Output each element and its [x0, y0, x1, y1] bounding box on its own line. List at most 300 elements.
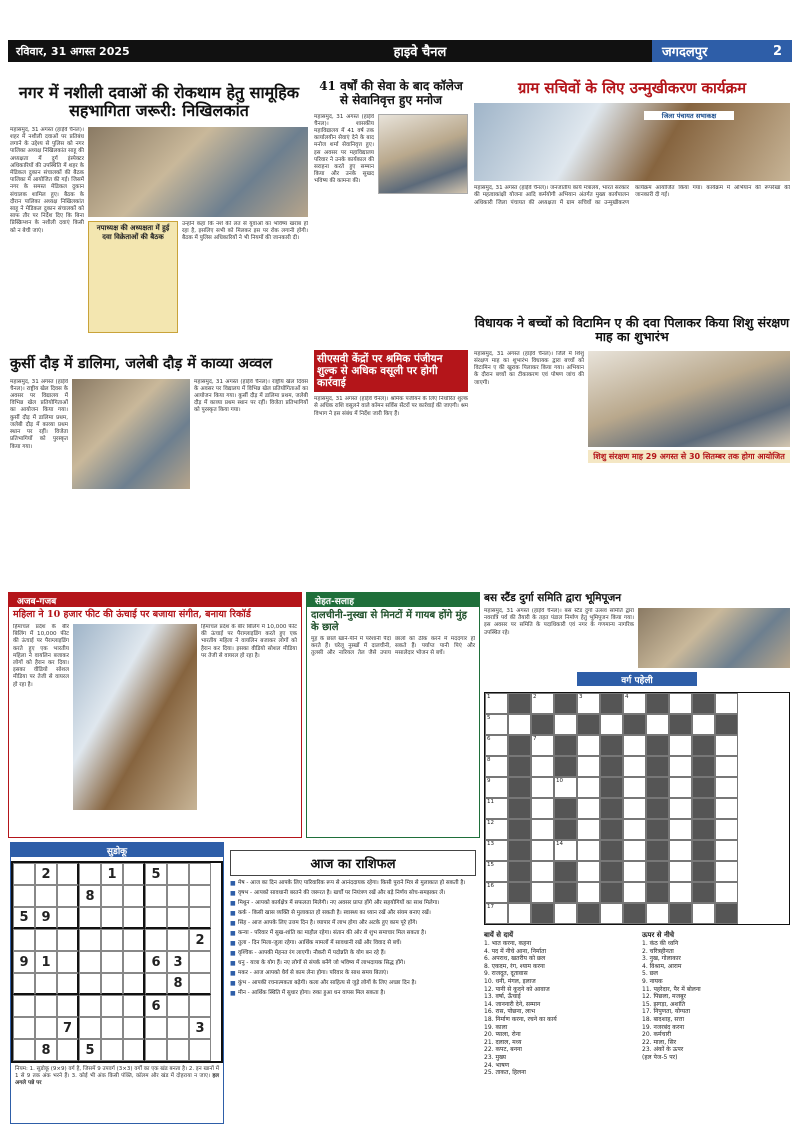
- sudoku-cell[interactable]: [101, 995, 123, 1017]
- clue-item: 19. काला: [484, 1023, 508, 1031]
- horoscope-text: मीन - आर्थिक स्थिति में सुधार होगा। रुका हुआ धन वापस मिल सकता है।: [238, 989, 386, 996]
- crossword-cell[interactable]: [577, 777, 600, 798]
- story-drug-control: [10, 84, 308, 345]
- crossword-block: [646, 861, 669, 882]
- clue-number: 4: [625, 694, 629, 700]
- crossword-block: [600, 861, 623, 882]
- crossword-cell[interactable]: [623, 840, 646, 861]
- clue-item: 3. नुख, गोलाकार: [642, 955, 681, 963]
- article-body-cont: हिमाचल प्रदेश के बीर बिलिंग में 10,000 फीट की ऊंचाई पर पैराग्लाइडिंग करते हुए एक भारतीय महिला ने वायलिन बजाकर लोगों को हैरान कर दिया। इसका वीडियो सोशल मीडिया पर तेजी से वायरल हो रहा है।: [201, 623, 297, 659]
- crossword-cell[interactable]: [623, 693, 646, 714]
- crossword-cell[interactable]: [715, 861, 738, 882]
- sudoku-cell[interactable]: [79, 1017, 101, 1039]
- crossword-cell[interactable]: [669, 735, 692, 756]
- clue-item: 6. अपराध, खतरीय को छल: [484, 955, 546, 963]
- crossword-cell[interactable]: [577, 693, 600, 714]
- crossword-block: [715, 903, 738, 924]
- horoscope-item: [230, 990, 476, 997]
- crossword-block: [508, 798, 531, 819]
- sudoku-cell[interactable]: [79, 929, 101, 951]
- crossword-cell[interactable]: [577, 819, 600, 840]
- crossword-cell[interactable]: [554, 714, 577, 735]
- sudoku-cell[interactable]: 5: [13, 907, 35, 929]
- crossword-cell[interactable]: [485, 714, 508, 735]
- program-photo: [474, 103, 790, 181]
- crossword-cell[interactable]: [531, 840, 554, 861]
- sudoku-cell[interactable]: [79, 951, 101, 973]
- ajab-gajab-section: [8, 592, 302, 838]
- crossword-block: [623, 714, 646, 735]
- sudoku-cell[interactable]: 1: [35, 951, 57, 973]
- sudoku-cell[interactable]: [57, 995, 79, 1017]
- crossword-cell[interactable]: [577, 735, 600, 756]
- sudoku-cell[interactable]: [123, 995, 145, 1017]
- clue-item: 16. रास, पोछना, लाभ: [484, 1008, 536, 1016]
- sudoku-cell[interactable]: [123, 863, 145, 885]
- brand-name: हाइवे चैनल: [393, 45, 447, 60]
- sudoku-cell[interactable]: [13, 929, 35, 951]
- sudoku-cell[interactable]: [167, 1039, 189, 1061]
- sudoku-cell[interactable]: [189, 863, 211, 885]
- horoscope-item: [230, 930, 476, 937]
- article-body: मुंह के छाले खाने-पीने में परेशानी पैदा करते हैं। घरेलू नुस्खों में दालचीनी, तुलसी और नारियल तेल जैसे उपाय छालों को ठीक करने में मददगार हो सकते हैं। पर्याप्त पानी पिएं और मसालेदार भोजन से बचें।: [311, 636, 475, 657]
- crossword-cell[interactable]: [623, 756, 646, 777]
- sudoku-cell[interactable]: [57, 951, 79, 973]
- horoscope-text: मकर - आज आपको धैर्य से काम लेना होगा। परिवार के साथ समय बिताएं।: [238, 969, 389, 976]
- crossword-cell[interactable]: [531, 861, 554, 882]
- clue-number: 8: [487, 757, 491, 763]
- article-body: महासमुंद, 31 अगस्त (हाईवे चैनल)। शासकीय महाविद्यालय में 41 वर्ष तक कार्यालयीन सेवाएं देने के बाद मनोज शर्मा सेवानिवृत्त हुए। इस अवसर पर महाविद्यालय परिवार ने उनके कार्यकाल की सराहना करते हुए सम्मान किया और उनके सुखद भविष्य की कामना की।: [314, 113, 374, 185]
- article-body: महासमुंद, 31 अगस्त (हाईवे चैनल)। जिले में शिशु संरक्षण माह का शुभारंभ विधायक द्वारा बच्चों को विटामिन ए की खुराक पिलाकर किया गया। अभियान के दौरान बच्चों का टीकाकरण एवं पोषण जांच की जाएगी।: [474, 350, 584, 386]
- sudoku-cell[interactable]: 8: [167, 973, 189, 995]
- crossword-cell[interactable]: [531, 798, 554, 819]
- crossword-block: [600, 798, 623, 819]
- horoscope-item: [230, 950, 476, 957]
- sudoku-cell[interactable]: [145, 1039, 167, 1061]
- crossword-cell[interactable]: [669, 693, 692, 714]
- crossword-cell[interactable]: [531, 693, 554, 714]
- issue-date: रविवार, 31 अगस्त 2025: [16, 44, 130, 58]
- clue-item: 23. मुख्य: [484, 1053, 507, 1061]
- sudoku-cell[interactable]: [145, 973, 167, 995]
- sudoku-cell[interactable]: [101, 1039, 123, 1061]
- masthead: [8, 40, 792, 62]
- crossword-cell[interactable]: [485, 735, 508, 756]
- sudoku-cell[interactable]: 3: [189, 1017, 211, 1039]
- clue-item: 21. दलाल, मध्य: [484, 1038, 522, 1046]
- crossword-cell[interactable]: [692, 714, 715, 735]
- sudoku-cell[interactable]: [13, 863, 35, 885]
- horoscope-item: [230, 910, 476, 917]
- crossword-cell[interactable]: [646, 714, 669, 735]
- sudoku-cell[interactable]: [57, 863, 79, 885]
- clue-item: 22. माला, सिर: [642, 1038, 677, 1046]
- sudoku-cell[interactable]: 2: [35, 863, 57, 885]
- sudoku-rules: [11, 1063, 223, 1090]
- crossword-cell[interactable]: [623, 861, 646, 882]
- across-title: बायें से दायें: [484, 931, 514, 939]
- story-secretary-program: [474, 80, 790, 305]
- crossword-cell[interactable]: [600, 903, 623, 924]
- clue-number: 2: [533, 694, 537, 700]
- clue-number: 10: [556, 778, 563, 784]
- sudoku-cell[interactable]: 8: [35, 1039, 57, 1061]
- sudoku-grid[interactable]: [11, 861, 223, 1063]
- horoscope-list: [230, 880, 476, 997]
- crossword-block: [600, 882, 623, 903]
- crossword-cell[interactable]: [692, 903, 715, 924]
- clue-item: 15. झगड़ा, अशांति: [642, 1000, 686, 1008]
- crossword-block: [508, 693, 531, 714]
- crossword-cell[interactable]: [669, 861, 692, 882]
- section-label: सेहत-सलाह: [307, 593, 479, 607]
- crossword-cell[interactable]: [669, 840, 692, 861]
- crossword-cell[interactable]: [623, 777, 646, 798]
- crossword-block: [646, 735, 669, 756]
- sudoku-cell[interactable]: 3: [167, 951, 189, 973]
- crossword-cell[interactable]: [485, 693, 508, 714]
- horoscope-text: कुंभ - आपकी रचनात्मकता बढ़ेगी। कला और साहित्य से जुड़े लोगों के लिए अच्छा दिन है।: [238, 979, 417, 986]
- clue-item: 20. कर्मचारी: [642, 1031, 672, 1039]
- sudoku-cell[interactable]: [13, 1039, 35, 1061]
- crossword-cell[interactable]: [715, 882, 738, 903]
- clue-item: 13. वर्षा, ऊँचाई: [484, 993, 521, 1001]
- bullet-icon: ■: [230, 919, 236, 927]
- clue-item: (हल पेज-5 पर): [642, 1053, 678, 1061]
- crossword-cell[interactable]: [600, 714, 623, 735]
- headline: ग्राम सचिवों के लिए उन्मुखीकरण कार्यक्रम: [517, 79, 747, 97]
- crossword-cell[interactable]: [646, 903, 669, 924]
- sudoku-cell[interactable]: [123, 951, 145, 973]
- crossword-grid[interactable]: [484, 692, 790, 925]
- clue-item: 25. ताकत, हिलना: [484, 1069, 526, 1077]
- crossword-block: [646, 777, 669, 798]
- crossword-cell[interactable]: [485, 861, 508, 882]
- horoscope-item: [230, 970, 476, 977]
- crossword-block: [646, 798, 669, 819]
- headline: 41 वर्षों की सेवा के बाद कॉलेज से सेवानिवृत्त हुए मनोज: [319, 79, 463, 107]
- sudoku-cell[interactable]: 2: [189, 929, 211, 951]
- crossword-block: [508, 882, 531, 903]
- crossword-block: [554, 882, 577, 903]
- crossword-block: [692, 840, 715, 861]
- crossword-cell[interactable]: [531, 756, 554, 777]
- crossword-cell[interactable]: [715, 735, 738, 756]
- health-tips-section: [306, 592, 480, 838]
- crossword-cell[interactable]: [485, 798, 508, 819]
- paragliding-photo: [73, 624, 197, 810]
- crossword-cell[interactable]: [715, 756, 738, 777]
- sudoku-cell[interactable]: [167, 863, 189, 885]
- crossword-cell[interactable]: [623, 882, 646, 903]
- sudoku-cell[interactable]: [145, 885, 167, 907]
- horoscope-text: वृश्चिक - आपकी मेहनत रंग लाएगी। नौकरी में पदोन्नति के योग बन रहे हैं।: [238, 949, 386, 956]
- crossword-block: [646, 693, 669, 714]
- sudoku-cell[interactable]: [123, 1017, 145, 1039]
- crossword-cell[interactable]: [531, 819, 554, 840]
- crossword-cell[interactable]: [577, 798, 600, 819]
- section-label: अजब-गजब: [9, 593, 301, 607]
- crossword-block: [600, 777, 623, 798]
- sudoku-cell[interactable]: [189, 1039, 211, 1061]
- crossword-cell[interactable]: [531, 882, 554, 903]
- crossword-cell[interactable]: [577, 882, 600, 903]
- sudoku-cell[interactable]: 8: [79, 885, 101, 907]
- crossword-cell[interactable]: [508, 903, 531, 924]
- headline: दालचीनी-नुस्खा से मिनटों में गायब होंगे मुंह के छाले: [311, 610, 467, 633]
- horoscope-text: तुला - दिन मिला-जुला रहेगा। आर्थिक मामलों में सावधानी रखें और विवाद से बचें।: [238, 939, 402, 946]
- crossword-cell[interactable]: [715, 840, 738, 861]
- clue-number: 15: [487, 862, 494, 868]
- crossword-cell[interactable]: [715, 693, 738, 714]
- headline-box: [314, 350, 468, 392]
- article-body: हिमाचल प्रदेश के बीर बिलिंग में 10,000 फीट की ऊंचाई पर पैराग्लाइडिंग करते हुए एक भारतीय महिला ने वायलिन बजाकर लोगों को हैरान कर दिया। इसका वीडियो सोशल मीडिया पर तेजी से वायरल हो रहा है।: [13, 623, 69, 688]
- sudoku-cell[interactable]: [79, 995, 101, 1017]
- headline: महिला ने 10 हजार फीट की ऊंचाई पर बजाया संगीत, बनाया रिकॉर्ड: [13, 609, 251, 620]
- crossword-cell[interactable]: [531, 777, 554, 798]
- section-label: वर्ग पहेली: [577, 672, 697, 686]
- sudoku-cell[interactable]: [145, 1017, 167, 1039]
- crossword-cell[interactable]: [669, 819, 692, 840]
- edition-city-box: [652, 40, 792, 62]
- crossword-cell[interactable]: [554, 903, 577, 924]
- clue-item: 11. पहरेदार, पैर में बोलना: [642, 985, 701, 993]
- sudoku-cell[interactable]: 5: [79, 1039, 101, 1061]
- crossword-cell[interactable]: [485, 819, 508, 840]
- sudoku-cell[interactable]: [167, 929, 189, 951]
- sudoku-cell[interactable]: [35, 885, 57, 907]
- headline: बस स्टैंड दुर्गा समिति द्वारा भूमिपूजन: [484, 592, 622, 604]
- sudoku-cell[interactable]: [123, 907, 145, 929]
- down-title: ऊपर से नीचे: [642, 931, 675, 939]
- sudoku-cell[interactable]: [13, 885, 35, 907]
- crossword-block: [600, 840, 623, 861]
- sudoku-cell[interactable]: [57, 885, 79, 907]
- clue-item: 4. विश्राम, आराम: [642, 962, 682, 970]
- crossword-block: [508, 756, 531, 777]
- sudoku-cell[interactable]: [35, 929, 57, 951]
- sudoku-cell[interactable]: [145, 929, 167, 951]
- horoscope-item: [230, 900, 476, 907]
- crossword-block: [508, 819, 531, 840]
- sudoku-cell[interactable]: [189, 995, 211, 1017]
- answer-note: हल अगले पन्ने पर: [15, 1073, 220, 1086]
- crossword-cell[interactable]: [669, 882, 692, 903]
- crossword-block: [508, 840, 531, 861]
- edition-city: जगदलपुर: [662, 45, 708, 60]
- article-body-cont: महासमुंद, 31 अगस्त (हाईवे चैनल)। राष्ट्रीय खेल दिवस के अवसर पर विद्यालय में विभिन्न खेल प्रतियोगिताओं का आयोजन किया गया। कुर्सी दौड़ में डालिमा प्रथम, जलेबी दौड़ में काव्या प्रथम स्थान पर रहीं। विजेता प्रतिभागियों को पुरस्कृत किया गया।: [194, 378, 308, 414]
- sudoku-cell[interactable]: 6: [145, 995, 167, 1017]
- sudoku-cell[interactable]: [123, 885, 145, 907]
- sudoku-cell[interactable]: 5: [145, 863, 167, 885]
- sudoku-cell[interactable]: [167, 907, 189, 929]
- clue-number: 14: [556, 841, 563, 847]
- sudoku-cell[interactable]: [101, 973, 123, 995]
- crossword-block: [623, 903, 646, 924]
- sudoku-cell[interactable]: [57, 973, 79, 995]
- crossword-block: [692, 819, 715, 840]
- bullet-icon: ■: [230, 989, 236, 997]
- clue-item: 5. छल: [642, 970, 658, 978]
- headline: कुर्सी दौड़ में डालिमा, जलेबी दौड़ में काव्या अव्वल: [10, 355, 273, 372]
- sudoku-cell[interactable]: [79, 907, 101, 929]
- bullet-icon: ■: [230, 889, 236, 897]
- sudoku-cell[interactable]: [57, 929, 79, 951]
- horoscope-item: [230, 880, 476, 887]
- crossword-cell[interactable]: [715, 819, 738, 840]
- crossword-cell[interactable]: [554, 840, 577, 861]
- crossword-cell[interactable]: [485, 903, 508, 924]
- horoscope-text: धनु - यात्रा के योग हैं। नए लोगों से संपर्क बनेंगे जो भविष्य में लाभदायक सिद्ध होंगे।: [238, 959, 406, 966]
- clue-number: 6: [487, 736, 491, 742]
- crossword-cell[interactable]: [508, 714, 531, 735]
- clue-item: 2. चरित्रहीनता: [642, 947, 674, 955]
- clue-number: 16: [487, 883, 494, 889]
- crossword-cell[interactable]: [485, 777, 508, 798]
- bullet-icon: ■: [230, 969, 236, 977]
- crossword-cell[interactable]: [623, 798, 646, 819]
- banner-text: जिला पंचायत सभाकक्ष: [644, 111, 734, 120]
- sudoku-cell[interactable]: [123, 1039, 145, 1061]
- crossword-cell[interactable]: [554, 777, 577, 798]
- sudoku-cell[interactable]: 7: [57, 1017, 79, 1039]
- horoscope-item: [230, 980, 476, 987]
- crossword-cell[interactable]: [485, 756, 508, 777]
- article-body: महासमुंद, 31 अगस्त (हाईवे चैनल)। शहर में नशीली दवाओं पर प्रतिबंध लगाने के उद्देश्य से पुलिस को नगर पालिका अध्यक्ष निखिलकांत साहू की अध्यक्षता में दुर्ग इंस्पेक्टर अधिकारियों की उपस्थिति में शहर के मेडिकल दुकान संचालकों की बैठक पालिका में आयोजित की गई। जिसमें नगर के समस्त मेडिकल दुकान संचालक शामिल हुए। बैठक के दौरान पालिका अध्यक्ष निखिलकांत साहू ने मेडिकल दुकान संचालकों को साफ तौर पर निर्देश दिए कि बिना प्रिस्क्रिप्शन के नशीली दवाएं किसी को न बेची जाएं।: [10, 126, 84, 234]
- vitamin-photo: [588, 351, 790, 447]
- sudoku-cell[interactable]: [101, 885, 123, 907]
- meeting-photo: [88, 127, 308, 217]
- sudoku-cell[interactable]: [35, 995, 57, 1017]
- horoscope-item: [230, 960, 476, 967]
- horoscope-title: आज का राशिफल: [310, 857, 396, 872]
- crossword-block: [508, 735, 531, 756]
- horoscope-item: [230, 940, 476, 947]
- horoscope-section: [230, 850, 476, 1000]
- sudoku-cell[interactable]: [101, 929, 123, 951]
- sudoku-cell[interactable]: [189, 951, 211, 973]
- sudoku-cell[interactable]: [167, 1017, 189, 1039]
- horoscope-item: [230, 920, 476, 927]
- rules-text: नियम: 1. सुडोकू (9×9) वर्ग है, जिसमें 9 उपवर्ग (3×3) वर्गों का एक खंड बनता है। 2. इन खानों में 1 से 9 तक अंक भरने हैं। 3. कोई भी अंक किसी पंक्ति, कॉलम और खंड में दोहराया न जाए।: [15, 1066, 219, 1079]
- sudoku-cell[interactable]: [101, 951, 123, 973]
- sudoku-cell[interactable]: [189, 973, 211, 995]
- clue-item: 19. नजरबंद करना: [642, 1023, 685, 1031]
- crossword-cell[interactable]: [715, 798, 738, 819]
- horoscope-text: मिथुन - आपको कार्यक्षेत्र में सफलता मिलेगी। नए अवसर प्राप्त होंगे और सहयोगियों का साथ मिलेगा।: [238, 899, 440, 906]
- clue-number: 3: [579, 694, 583, 700]
- clue-item: 1. कंठ की ध्वनि: [642, 940, 679, 947]
- article-body: महासमुंद, 31 अगस्त (हाईवे चैनल)। बस स्टैंड दुर्गा उत्सव समिति द्वारा नवरात्रि पर्व की तैयारी के तहत पंडाल निर्माण हेतु भूमिपूजन किया गया। इस अवसर पर समिति के पदाधिकारी एवं नगर के गणमान्य नागरिक उपस्थित रहे।: [484, 608, 634, 636]
- sudoku-cell[interactable]: 1: [101, 863, 123, 885]
- sudoku-cell[interactable]: [123, 973, 145, 995]
- crossword-cell[interactable]: [485, 882, 508, 903]
- crossword-cell[interactable]: [485, 840, 508, 861]
- bullet-icon: ■: [230, 979, 236, 987]
- crossword-block: [508, 861, 531, 882]
- bullet-icon: ■: [230, 929, 236, 937]
- crossword-block: [692, 735, 715, 756]
- article-body: महासमुंद, 31 अगस्त (हाईवे चैनल)। जनजातीय कार्य मंत्रालय, भारत सरकार की महत्वाकांक्षी योजना आदि कर्मयोगी अभियान अंतर्गत मुख्य कार्यपालन अधिकारी जिला पंचायत की अध्यक्षता में ग्राम सचिवों का उन्मुखीकरण कार्यक्रम आयोजित किया गया। कार्यक्रम में अभियान की रूपरेखा की जानकारी दी गई।: [474, 185, 790, 206]
- sudoku-cell[interactable]: [123, 929, 145, 951]
- crossword-cell[interactable]: [623, 735, 646, 756]
- crossword-cell[interactable]: [577, 861, 600, 882]
- horoscope-text: वृषभ - आपको सावधानी बरतने की जरूरत है। खर्चों पर नियंत्रण रखें और बड़े निर्णय सोच-समझकर लें।: [238, 889, 446, 896]
- horoscope-item: [230, 890, 476, 897]
- clue-item: 22. कपट, बनना: [484, 1046, 522, 1054]
- crossword-cell[interactable]: [577, 840, 600, 861]
- story-retirement: [314, 80, 468, 334]
- crossword-block: [669, 903, 692, 924]
- crossword-block: [692, 882, 715, 903]
- crossword-block: [554, 693, 577, 714]
- photo-caption: नपाध्यक्ष की अध्यक्षता में हुई दवा विक्रेताओं की बैठक: [88, 221, 178, 333]
- crossword-block: [715, 714, 738, 735]
- crossword-block: [554, 756, 577, 777]
- headline: नगर में नशीली दवाओं की रोकथाम हेतु सामूहिक सहभागिता जरूरी: निखिलकांत: [18, 83, 300, 121]
- crossword-block: [646, 882, 669, 903]
- crossword-block: [692, 693, 715, 714]
- crossword-block: [554, 735, 577, 756]
- sudoku-cell[interactable]: [189, 907, 211, 929]
- horoscope-title-box: [230, 850, 476, 876]
- crossword-block: [531, 714, 554, 735]
- sudoku-cell[interactable]: [57, 907, 79, 929]
- sudoku-cell[interactable]: [101, 1017, 123, 1039]
- sudoku-cell[interactable]: [101, 907, 123, 929]
- clue-number: 7: [533, 736, 537, 742]
- sudoku-cell[interactable]: 6: [145, 951, 167, 973]
- sudoku-cell[interactable]: [13, 1017, 35, 1039]
- article-body-cont: उन्होंने कहा कि नशे की लत से युवाओं का भविष्य खराब हो रहा है, इसलिए सभी को मिलकर इस पर रोक लगानी होगी। बैठक में पुलिस अधिकारियों ने भी नियमों की जानकारी दी।: [182, 220, 308, 242]
- crossword-cell[interactable]: [669, 756, 692, 777]
- sudoku-cell[interactable]: [35, 1017, 57, 1039]
- sudoku-cell[interactable]: [167, 995, 189, 1017]
- crossword-cell[interactable]: [623, 819, 646, 840]
- crossword-block: [646, 840, 669, 861]
- horoscope-text: कन्या - परिवार में सुख-शांति का माहौल रहेगा। संतान की ओर से शुभ समाचार मिल सकता है।: [238, 929, 427, 936]
- crossword-block: [669, 714, 692, 735]
- clue-item: 1. भात करना, कहना: [484, 940, 532, 947]
- sudoku-cell[interactable]: 9: [13, 951, 35, 973]
- sudoku-cell[interactable]: [79, 973, 101, 995]
- crossword-cell[interactable]: [715, 777, 738, 798]
- crossword-cell[interactable]: [669, 777, 692, 798]
- sudoku-cell[interactable]: [57, 1039, 79, 1061]
- clue-item: 17. निपुणता, योग्यता: [642, 1008, 691, 1016]
- crossword-cell[interactable]: [669, 798, 692, 819]
- crossword-block: [692, 798, 715, 819]
- crossword-cell[interactable]: [531, 735, 554, 756]
- sudoku-cell[interactable]: [13, 995, 35, 1017]
- clue-item: 12. पानी से कूदने को आवाज: [484, 985, 550, 993]
- sudoku-cell[interactable]: [35, 973, 57, 995]
- clue-item: 9. राजदूत, दूतावास: [484, 970, 528, 978]
- sudoku-cell[interactable]: 9: [35, 907, 57, 929]
- clue-number: 11: [487, 799, 494, 805]
- sudoku-cell[interactable]: [167, 885, 189, 907]
- sudoku-cell[interactable]: [13, 973, 35, 995]
- sudoku-cell[interactable]: [79, 863, 101, 885]
- bullet-icon: ■: [230, 949, 236, 957]
- sudoku-cell[interactable]: [189, 885, 211, 907]
- headline: विधायक ने बच्चों को विटामिन ए की दवा पिलाकर किया शिशु संरक्षण माह का शुभारंभ: [474, 315, 790, 345]
- sudoku-cell[interactable]: [145, 907, 167, 929]
- section-label: सुडोकू: [11, 843, 223, 857]
- clue-number: 1: [487, 694, 491, 700]
- crossword-cell[interactable]: [577, 756, 600, 777]
- sudoku-section: [10, 842, 224, 1124]
